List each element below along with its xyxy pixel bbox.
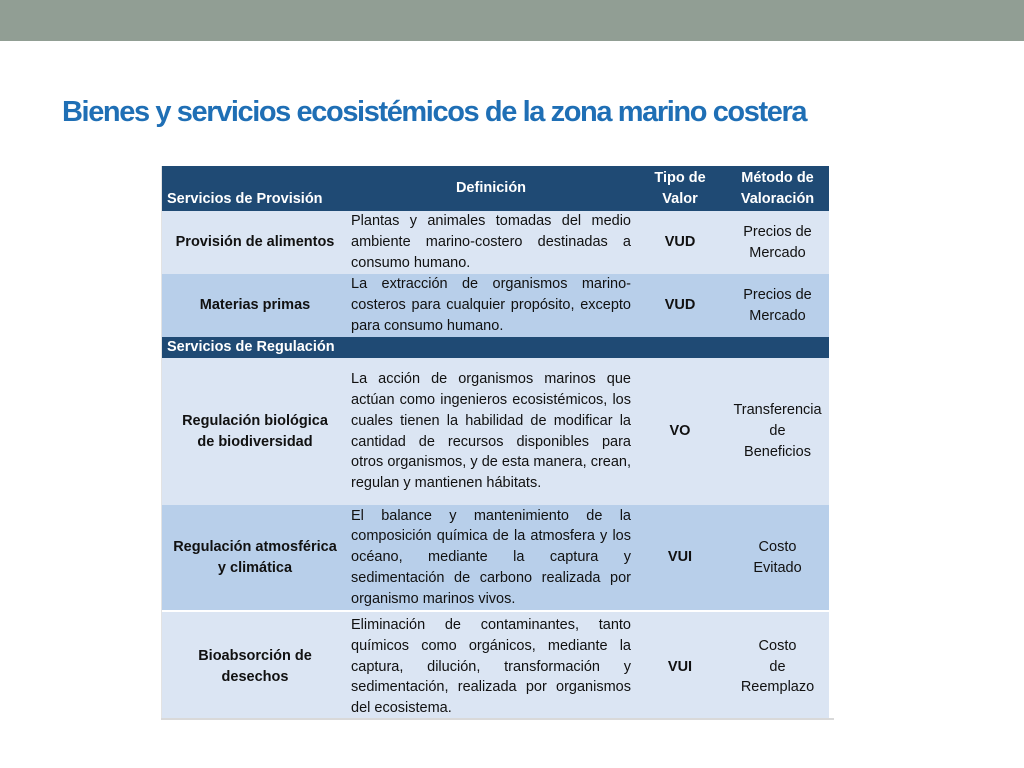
metodo-line3: Reemplazo	[740, 679, 815, 696]
slide-title: Bienes y servicios ecosistémicos de la zona marino costera	[62, 96, 807, 128]
header-metodo-line2: Valoración	[740, 190, 815, 207]
section-title-regulacion: Servicios de Regulación	[162, 337, 829, 358]
servicio-cell	[162, 505, 348, 610]
tipo-valor-cell: VUI	[634, 505, 726, 610]
top-banner	[0, 0, 1024, 41]
servicio-cell: Materias primas	[162, 274, 348, 337]
metodo-line1: Costo	[758, 637, 797, 654]
tipo-valor-cell: VUD	[634, 274, 726, 337]
metodo-line2: Mercado	[749, 244, 806, 261]
servicio-line2: y climática	[217, 559, 293, 576]
metodo-cell	[726, 274, 829, 337]
tipo-valor-cell: VO	[634, 358, 726, 505]
header-tipo-valor	[634, 166, 726, 211]
header-metodo-line1: Método de	[741, 169, 814, 186]
header-definicion: Definición	[348, 166, 634, 211]
tipo-valor-cell: VUI	[634, 612, 726, 719]
header-servicios-provision: Servicios de Provisión	[162, 166, 348, 211]
servicio-cell	[162, 358, 348, 505]
table-bottom-rule	[161, 718, 834, 720]
metodo-cell	[726, 211, 829, 274]
definicion-cell: Eliminación de contaminantes, tanto químicos como orgánicos, mediante la captura, dilución, transformación y sedimentación, realizada por organismos del ecosistema.	[348, 612, 634, 719]
table-row	[162, 274, 829, 337]
metodo-line2: de	[769, 423, 786, 440]
metodo-line1: Transferencia	[733, 402, 822, 419]
metodo-line1: Precios de	[743, 223, 812, 240]
servicio-line2: desechos	[221, 669, 289, 685]
table-row	[162, 612, 829, 719]
definicion-cell: La acción de organismos marinos que actúan como ingenieros ecosistémicos, los cuales tienen la habilidad de modificar la cantidad de recursos disponibles para otros organismos, y de esta manera, crean, regulan y mantienen hábitats.	[348, 358, 634, 505]
servicio-cell: Provisión de alimentos	[162, 211, 348, 274]
definicion-cell: Plantas y animales tomadas del medio ambiente marino-costero destinadas a consumo humano.	[348, 211, 634, 274]
metodo-line2: Mercado	[749, 307, 806, 324]
servicio-line1: Regulación biológica	[182, 412, 328, 429]
metodo-line2: de	[769, 658, 786, 675]
servicio-line1: Regulación atmosférica	[173, 538, 337, 555]
metodo-line1: Costo	[758, 538, 797, 555]
tipo-valor-cell: VUD	[634, 211, 726, 274]
servicio-line2: de biodiversidad	[197, 433, 313, 450]
definicion-cell: La extracción de organismos marino-costeros para cualquier propósito, excepto para consumo humano.	[348, 274, 634, 337]
metodo-line1: Precios de	[743, 286, 812, 303]
table-header-row	[162, 166, 829, 211]
metodo-line3: Beneficios	[744, 443, 811, 460]
definicion-cell: El balance y mantenimiento de la composición química de la atmosfera y los océano, mediante la captura y sedimentación de carbono realizada por organismo marinos vivos.	[348, 505, 634, 610]
header-tipo-line2: Valor	[662, 190, 698, 207]
metodo-cell	[726, 358, 829, 505]
section-row-regulacion	[162, 337, 829, 358]
table-row	[162, 211, 829, 274]
header-metodo-valoracion	[726, 166, 829, 211]
metodo-cell	[726, 612, 829, 719]
services-table	[161, 166, 835, 719]
table-row	[162, 358, 829, 505]
metodo-line2: Evitado	[753, 559, 802, 576]
table-row	[162, 505, 829, 610]
servicio-line1: Bioabsorción de	[198, 648, 312, 665]
header-tipo-line1: Tipo de	[654, 169, 706, 186]
servicio-cell	[162, 612, 348, 719]
metodo-cell	[726, 505, 829, 610]
